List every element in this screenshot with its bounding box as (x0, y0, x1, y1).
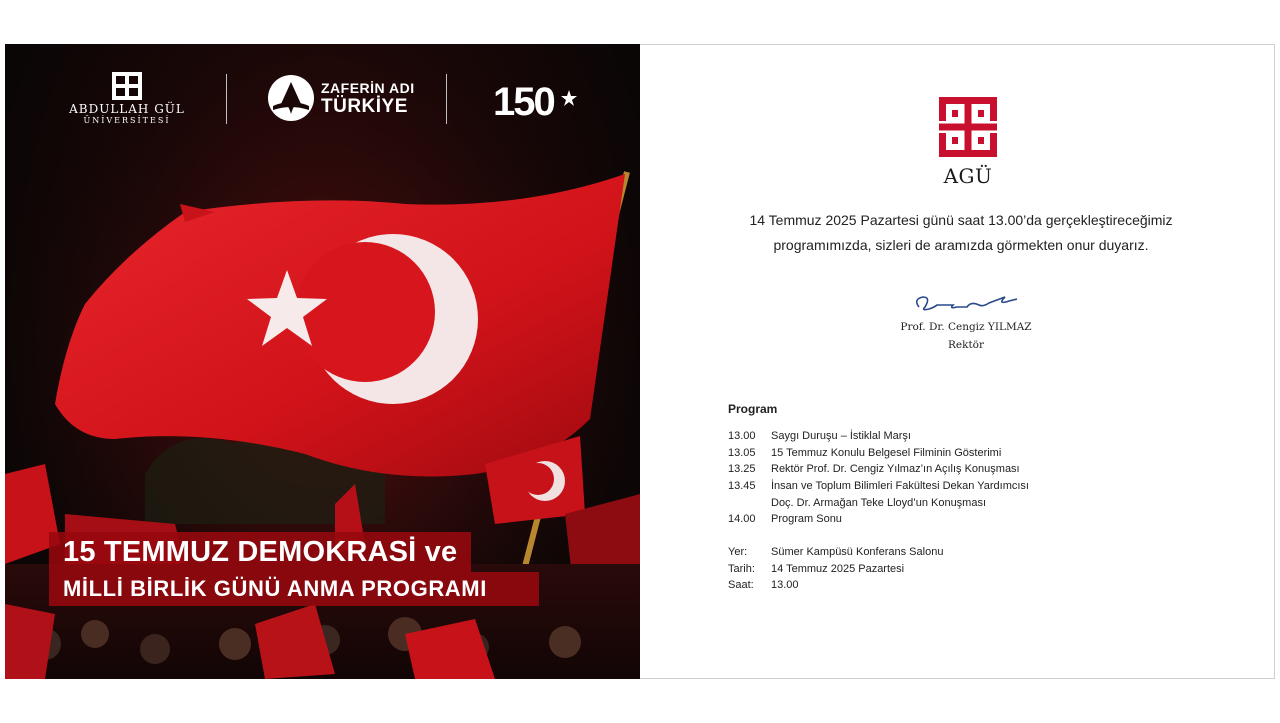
program-time: 13.25 (728, 463, 756, 476)
detail-label: Tarih: (728, 562, 755, 575)
program-text: İnsan ve Toplum Bilimleri Fakültesi Dekan Yardımcısı (771, 480, 1029, 493)
poster-logo-bar (5, 72, 640, 132)
agu-emblem-red-icon (939, 97, 997, 157)
zafer-emblem-icon (267, 74, 315, 122)
invitation-line2: programımızda, sizleri de aramızda görmekten onur duyarız. (773, 237, 1149, 253)
star-crescent-icon (493, 80, 583, 124)
signer-block (847, 318, 1085, 354)
program-time: 13.05 (728, 446, 756, 459)
program-text: 15 Temmuz Konulu Belgesel Filminin Gösterimi (771, 446, 1002, 459)
poster-panel (5, 44, 640, 679)
program-time: 13.45 (728, 480, 756, 493)
program-time: 14.00 (728, 513, 756, 526)
invitation-line1: 14 Temmuz 2025 Pazartesi günü saat 13.00’da gerçekleştireceğimiz (749, 212, 1173, 228)
invitation-panel (641, 45, 1274, 678)
agu-logo-red (939, 97, 997, 188)
zafer-logo-line1: ZAFERİN ADI (321, 80, 415, 96)
signer-title: Rektör (947, 339, 985, 351)
150-logo-text: 150 (493, 80, 554, 124)
agu-logo-white (67, 72, 187, 125)
detail-value: 14 Temmuz 2025 Pazartesi (771, 562, 905, 575)
signature-image (909, 289, 1019, 317)
detail-value: 13.00 (771, 579, 799, 592)
program-text: Doç. Dr. Armağan Teke Lloyd’un Konuşması (771, 496, 987, 509)
program-text: Program Sonu (771, 513, 842, 526)
detail-label: Saat: (728, 579, 754, 592)
program-text: Saygı Duruşu – İstiklal Marşı (771, 430, 911, 442)
agu-logo-text: AGÜ (943, 164, 993, 188)
zafer-logo-line2: TÜRKİYE (321, 96, 408, 117)
program-title: Program (728, 402, 778, 416)
poster-title-line1: 15 TEMMUZ DEMOKRASİ ve (49, 532, 471, 572)
poster-title-line2: MİLLİ BİRLİK GÜNÜ ANMA PROGRAMI (49, 572, 539, 606)
logo-divider (446, 74, 447, 124)
150-years-logo (493, 80, 583, 124)
agu-logo-line2: ÜNİVERSİTESİ (83, 116, 171, 125)
program-text: Rektör Prof. Dr. Cengiz Yılmaz’ın Açılış Konuşması (771, 463, 1020, 476)
agu-logo-line1: ABDULLAH GÜL (69, 102, 185, 116)
detail-label: Yer: (728, 546, 748, 558)
detail-value: Sümer Kampüsü Konferans Salonu (771, 546, 944, 558)
logo-divider (226, 74, 227, 124)
invitation-text (681, 208, 1241, 258)
program-time: 13.00 (728, 430, 756, 442)
signer-name: Prof. Dr. Cengiz YILMAZ (900, 321, 1032, 333)
agu-emblem-icon (112, 72, 142, 100)
